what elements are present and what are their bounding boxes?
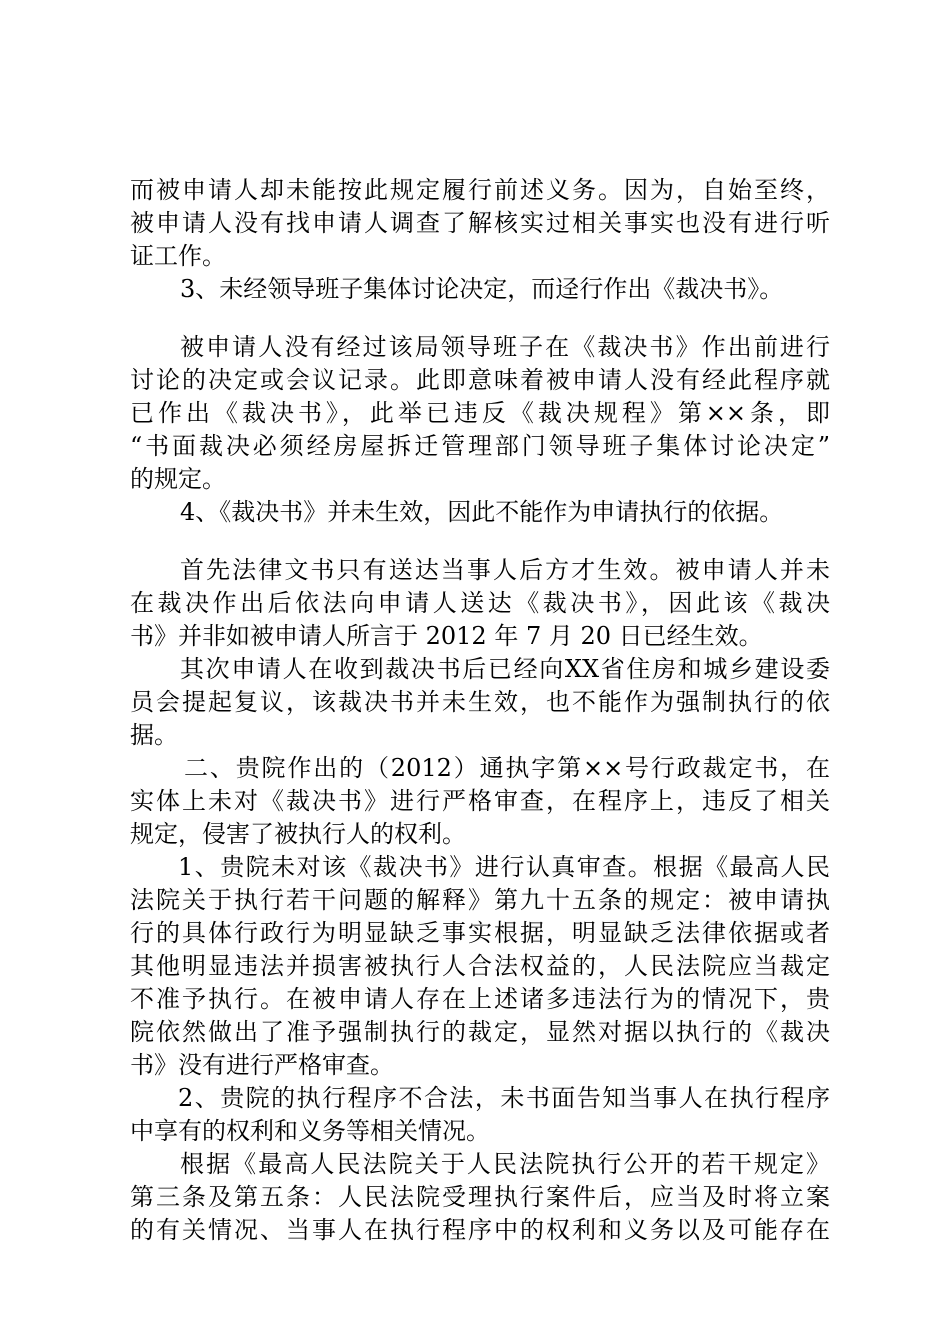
text-line: 书》并非如被申请人所言于 2012 年 7 月 20 日已经生效。 [130, 622, 763, 650]
text-line: 据。 [130, 721, 178, 749]
text-line: 中享有的权利和义务等相关情况。 [130, 1117, 490, 1145]
text-line: 证工作。 [130, 242, 226, 270]
text-line: 首先法律文书只有送达当事人后方才生效。被申请人并未 [180, 556, 830, 584]
text-line: 4、《裁决书》并未生效，因此不能作为申请执行的依据。 [180, 498, 784, 526]
text-line: 在裁决作出后依法向申请人送达《裁决书》，因此该《裁决 [130, 589, 830, 617]
text-line: 不准予执行。在被申请人存在上述诸多违法行为的情况下，贵 [130, 985, 830, 1013]
text-line: 1、贵院未对该《裁决书》进行认真审查。根据《最高人民 [178, 853, 830, 881]
text-line: 其次申请人在收到裁决书后已经向XX省住房和城乡建设委 [180, 655, 830, 683]
text-line: 2、贵院的执行程序不合法，未书面告知当事人在执行程序 [178, 1084, 830, 1112]
text-line: 法院关于执行若干问题的解释》第九十五条的规定：被申请执 [130, 886, 830, 914]
text-line: 行的具体行政行为明显缺乏事实根据，明显缺乏法律依据或者 [130, 919, 830, 947]
text-line: 员会提起复议，该裁决书并未生效，也不能作为强制执行的依 [130, 688, 830, 716]
text-line: 二、贵院作出的（2012）通执字第××号行政裁定书，在 [184, 754, 830, 782]
text-line: 的规定。 [130, 465, 226, 493]
text-line: 其他明显违法并损害被执行人合法权益的，人民法院应当裁定 [130, 952, 830, 980]
text-line: “书面裁决必须经房屋拆迁管理部门领导班子集体讨论决定” [130, 432, 830, 460]
text-line: 的有关情况、当事人在执行程序中的权利和义务以及可能存在 [130, 1216, 830, 1244]
text-line: 第三条及第五条：人民法院受理执行案件后，应当及时将立案 [130, 1183, 830, 1211]
text-line: 根据《最高人民法院关于人民法院执行公开的若干规定》 [180, 1150, 830, 1178]
text-line: 实体上未对《裁决书》进行严格审查，在程序上，违反了相关 [130, 787, 830, 815]
text-line: 书》没有进行严格审查。 [130, 1051, 394, 1079]
text-line: 讨论的决定或会议记录。此即意味着被申请人没有经此程序就 [130, 366, 830, 394]
text-line: 而被申请人却未能按此规定履行前述义务。因为，自始至终， [130, 176, 830, 204]
text-line: 规定，侵害了被执行人的权利。 [130, 820, 466, 848]
text-line: 3、未经领导班子集体讨论决定，而迳行作出《裁决书》。 [180, 275, 784, 303]
text-line: 被申请人没有经过该局领导班子在《裁决书》作出前进行 [180, 333, 830, 361]
text-line: 被申请人没有找申请人调查了解核实过相关事实也没有进行听 [130, 209, 830, 237]
text-line: 院依然做出了准予强制执行的裁定，显然对据以执行的《裁决 [130, 1018, 830, 1046]
text-line: 已作出《裁决书》，此举已违反《裁决规程》第××条，即 [130, 399, 830, 427]
